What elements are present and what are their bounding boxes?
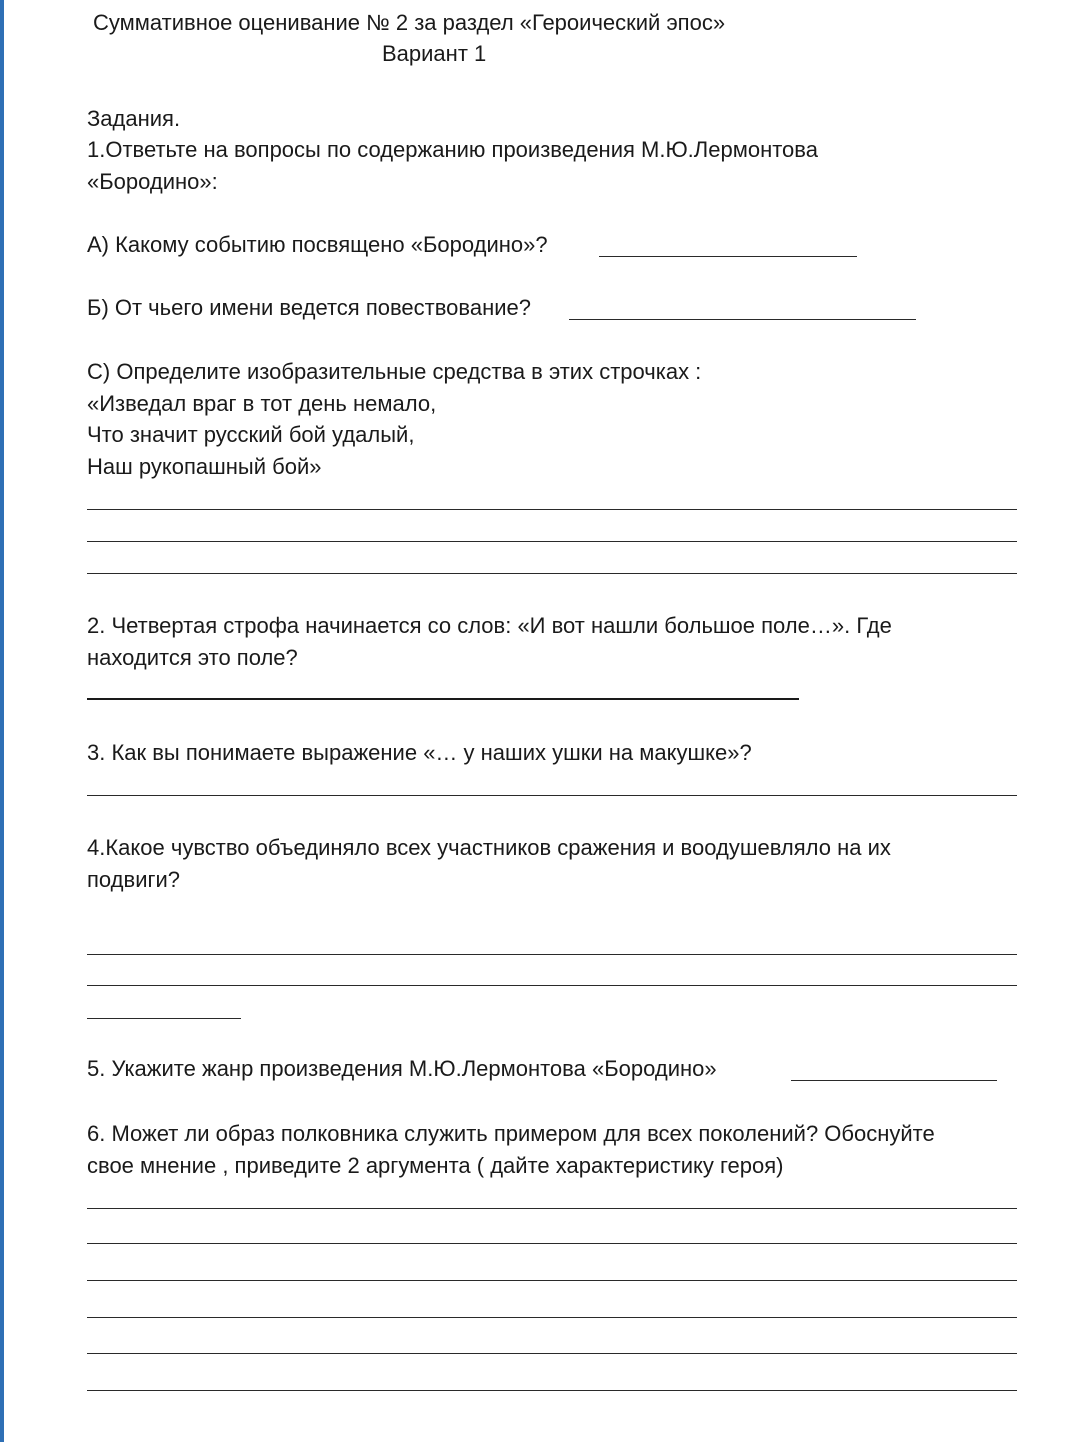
variant-label: Вариант 1 [382,41,487,66]
question-6-answer-line[interactable] [87,1390,1017,1391]
quote-line-2: Что значит русский бой удалый, [87,422,415,447]
question-4-answer-line[interactable] [87,985,1017,986]
question-5-text: 5. Укажите жанр произведения М.Ю.Лермонтова «Бородино» [87,1056,717,1081]
question-b-answer-line[interactable] [569,319,916,320]
question-a-text: А) Какому событию посвящено «Бородино»? [87,232,548,257]
question-2-answer-line[interactable] [87,698,799,700]
question-3-answer-line[interactable] [87,795,1017,796]
question-c-answer-line[interactable] [87,541,1017,542]
question-6-answer-line[interactable] [87,1317,1017,1318]
question-4-line1: 4.Какое чувство объединяло всех участников сражения и воодушевляло на их [87,835,891,860]
question-4-line2: подвиги? [87,867,181,892]
question-4-answer-line[interactable] [87,954,1017,955]
question-6-answer-line[interactable] [87,1208,1017,1209]
question-c-answer-line[interactable] [87,509,1017,510]
question-c-answer-line[interactable] [87,573,1017,574]
quote-line-3: Наш рукопашный бой» [87,454,322,479]
question-4-answer-line[interactable] [87,1018,241,1019]
question-6-answer-line[interactable] [87,1280,1017,1281]
worksheet-title: Суммативное оценивание № 2 за раздел «Героический эпос» [93,10,726,35]
question-5-answer-line[interactable] [791,1080,997,1081]
task1-prompt-line1: 1.Ответьте на вопросы по содержанию произведения М.Ю.Лермонтова [87,137,818,162]
quote-line-1: «Изведал враг в тот день немало, [87,391,437,416]
question-3-text: 3. Как вы понимаете выражение «… у наших ушки на макушке»? [87,740,752,765]
question-6-answer-line[interactable] [87,1243,1017,1244]
question-2-line2: находится это поле? [87,645,298,670]
question-2-line1: 2. Четвертая строфа начинается со слов: «И вот нашли большое поле…». Где [87,613,892,638]
question-a-answer-line[interactable] [599,256,857,257]
question-c-text: С) Определите изобразительные средства в этих строчках : [87,359,702,384]
task1-prompt-line2: «Бородино»: [87,169,218,194]
question-6-answer-line[interactable] [87,1353,1017,1354]
question-6-line2: свое мнение , приведите 2 аргумента ( дайте характеристику героя) [87,1153,784,1178]
question-b-text: Б) От чьего имени ведется повествование? [87,295,531,320]
question-6-line1: 6. Может ли образ полковника служить примером для всех поколений? Обоснуйте [87,1121,935,1146]
tasks-label: Задания. [87,106,181,131]
